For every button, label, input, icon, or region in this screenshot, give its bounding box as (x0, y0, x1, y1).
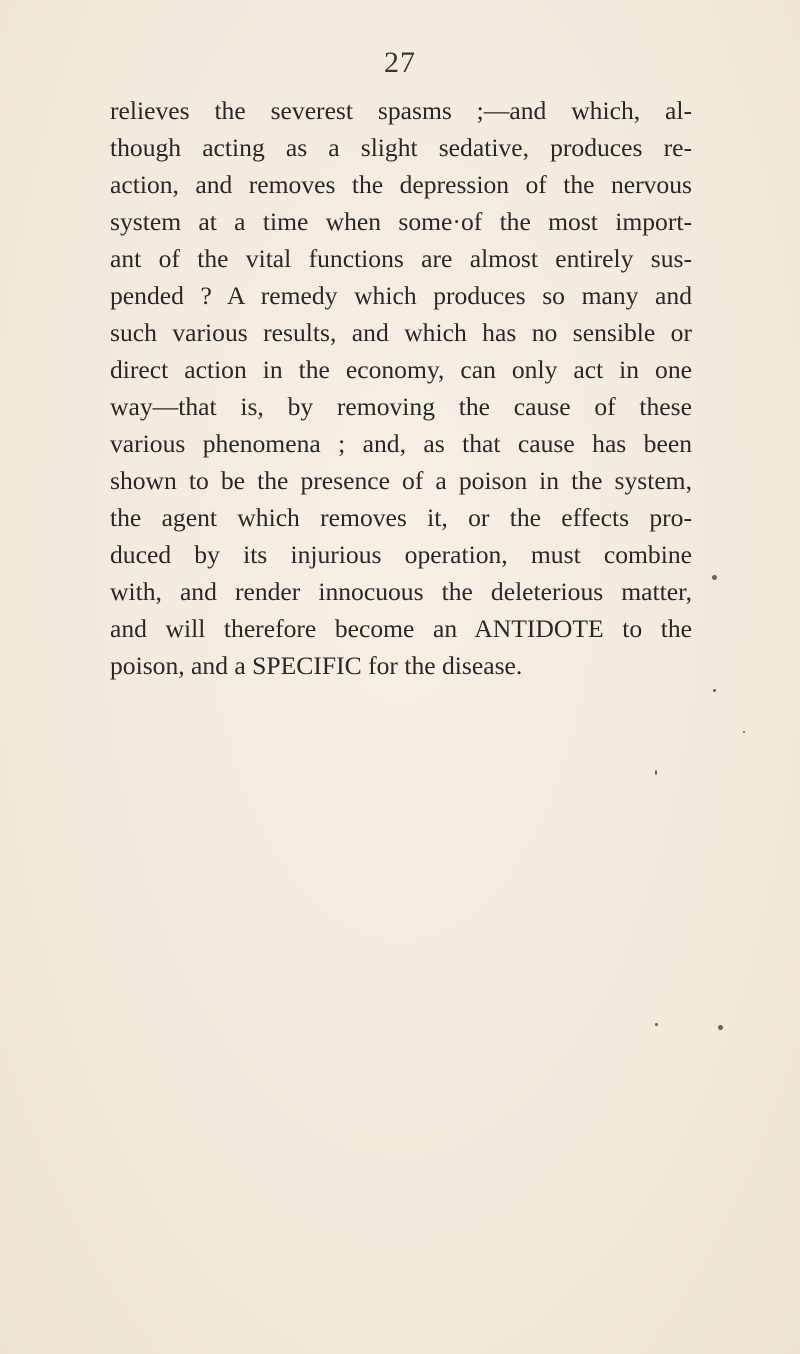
text-line: way—that is, by removing the cause of these (110, 392, 692, 421)
paper-speck (655, 1023, 658, 1026)
text-line: relieves the severest spasms ;—and which, al- (110, 96, 692, 125)
paper-speck (655, 770, 657, 775)
text-line: duced by its injurious operation, must combine (110, 540, 692, 569)
text-line: and will therefore become an ANTIDOTE to the (110, 614, 692, 643)
paper-speck (718, 1025, 723, 1030)
text-line: shown to be the presence of a poison in the system, (110, 466, 692, 495)
text-line: direct action in the economy, can only act in one (110, 355, 692, 384)
text-line: poison, and a SPECIFIC for the disease. (110, 651, 523, 680)
text-line: pended ? A remedy which produces so many and (110, 281, 692, 310)
text-line: such various results, and which has no sensible or (110, 318, 692, 347)
paper-speck (712, 575, 717, 580)
text-line: ant of the vital functions are almost entirely sus- (110, 244, 692, 273)
paper-speck (713, 689, 716, 692)
page-number: 27 (384, 46, 416, 79)
body-paragraph (110, 92, 692, 684)
text-line: with, and render innocuous the deleterious matter, (110, 577, 692, 606)
paper-speck (743, 731, 745, 733)
text-line: though acting as a slight sedative, produces re- (110, 133, 692, 162)
text-line: system at a time when some·of the most import- (110, 207, 692, 236)
text-line: various phenomena ; and, as that cause has been (110, 429, 692, 458)
text-line: action, and removes the depression of the nervous (110, 170, 692, 199)
text-line: the agent which removes it, or the effects pro- (110, 503, 692, 532)
